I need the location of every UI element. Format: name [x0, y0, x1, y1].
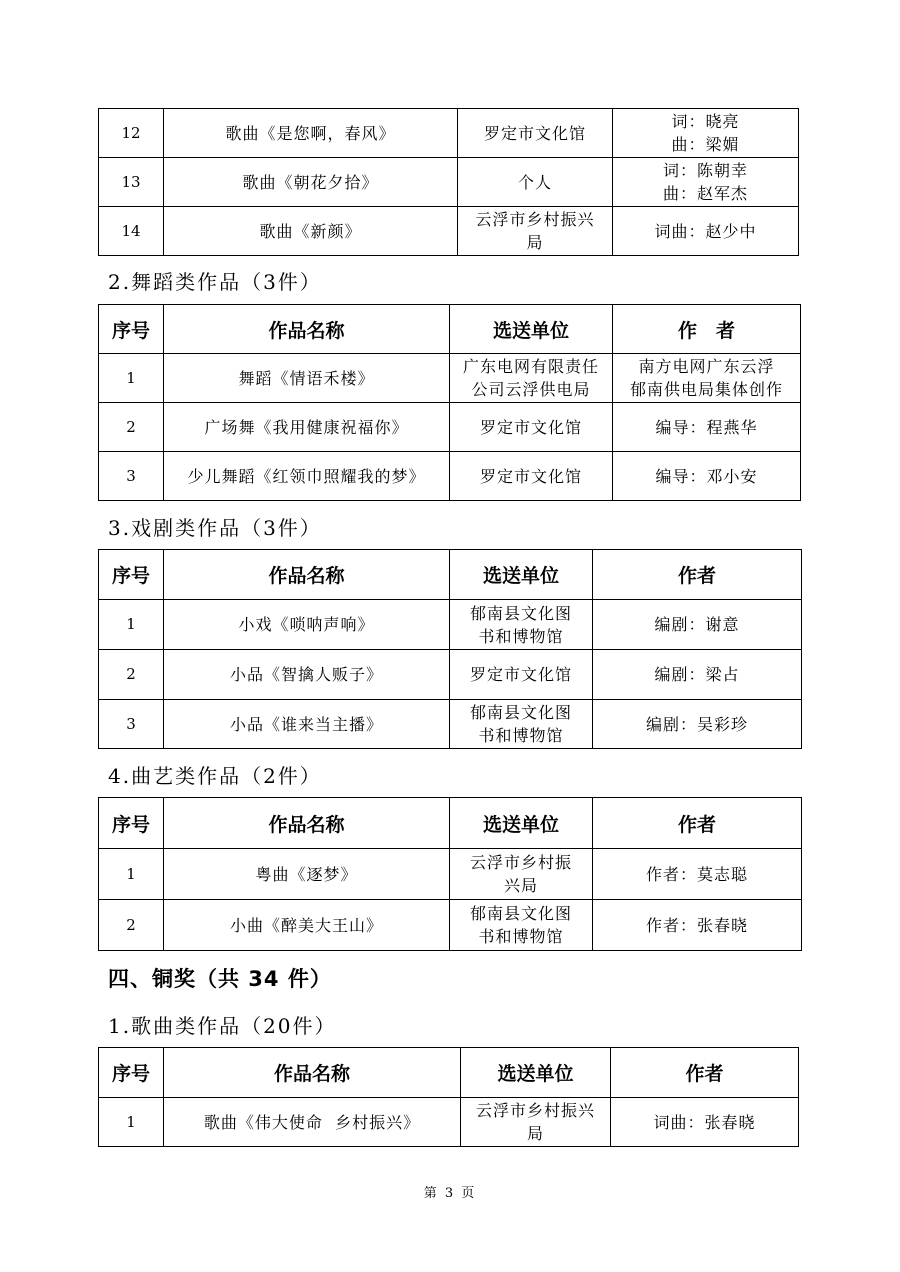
- table-row: [99, 1098, 799, 1147]
- table-row: [99, 109, 799, 158]
- header-seq: 序号: [99, 1048, 164, 1098]
- award-title-bronze: 四、铜奖（共 34 件）: [108, 967, 332, 991]
- author: 词曲：张春晓: [611, 1098, 799, 1147]
- author: 编剧：梁占: [593, 650, 802, 700]
- row-number: 1: [99, 354, 164, 403]
- work-name: 粤曲《逐梦》: [164, 849, 450, 900]
- work-name: 歌曲《朝花夕拾》: [164, 158, 458, 207]
- row-number: 1: [99, 600, 164, 650]
- table-row: [99, 650, 802, 700]
- table-row: [99, 354, 801, 403]
- header-seq: 序号: [99, 798, 164, 849]
- header-author: 作者: [611, 1048, 799, 1098]
- dance-table: [98, 304, 801, 501]
- submitting-unit: 个人: [458, 158, 613, 207]
- table-header-row: [99, 1048, 799, 1098]
- section-heading-drama: 3.戏剧类作品（3件）: [108, 516, 322, 540]
- submitting-unit: 云浮市乡村振兴 局: [461, 1098, 611, 1147]
- author: 作者：张春晓: [593, 900, 802, 951]
- header-author: 作者: [593, 798, 802, 849]
- section-heading-songs: 1.歌曲类作品（20件）: [108, 1014, 337, 1038]
- author: 南方电网广东云浮 郁南供电局集体创作: [613, 354, 801, 403]
- work-name: 歌曲《新颜》: [164, 207, 458, 256]
- work-name: 小曲《醉美大王山》: [164, 900, 450, 951]
- submitting-unit: 郁南县文化图 书和博物馆: [450, 900, 593, 951]
- row-number: 3: [99, 700, 164, 749]
- header-name: 作品名称: [164, 305, 450, 354]
- header-name: 作品名称: [164, 550, 450, 600]
- row-number: 1: [99, 849, 164, 900]
- row-number: 3: [99, 452, 164, 501]
- header-name: 作品名称: [164, 798, 450, 849]
- table-row: [99, 452, 801, 501]
- header-seq: 序号: [99, 550, 164, 600]
- header-unit: 选送单位: [450, 305, 613, 354]
- bronze-songs-table: [98, 1047, 799, 1147]
- submitting-unit: 罗定市文化馆: [450, 403, 613, 452]
- drama-table: [98, 549, 802, 749]
- submitting-unit: 郁南县文化图 书和博物馆: [450, 700, 593, 749]
- quyi-table: [98, 797, 802, 951]
- author: 编剧：吴彩珍: [593, 700, 802, 749]
- table-row: [99, 158, 799, 207]
- work-name: 广场舞《我用健康祝福你》: [164, 403, 450, 452]
- header-author: 作者: [593, 550, 802, 600]
- work-name: 少儿舞蹈《红领巾照耀我的梦》: [164, 452, 450, 501]
- section-heading-quyi: 4.曲艺类作品（2件）: [108, 764, 322, 788]
- header-unit: 选送单位: [450, 550, 593, 600]
- section-heading-dance: 2.舞蹈类作品（3件）: [108, 270, 322, 294]
- table-header-row: [99, 305, 801, 354]
- author: 词：晓亮 曲：梁媚: [613, 109, 799, 158]
- table-header-row: [99, 550, 802, 600]
- submitting-unit: 罗定市文化馆: [450, 452, 613, 501]
- author: 词：陈朝幸 曲：赵军杰: [613, 158, 799, 207]
- songs-table-continued: [98, 108, 799, 256]
- header-seq: 序号: [99, 305, 164, 354]
- work-name: 小戏《唢呐声响》: [164, 600, 450, 650]
- row-number: 1: [99, 1098, 164, 1147]
- table-row: [99, 403, 801, 452]
- author: 编导：邓小安: [613, 452, 801, 501]
- header-unit: 选送单位: [461, 1048, 611, 1098]
- submitting-unit: 云浮市乡村振兴 局: [458, 207, 613, 256]
- work-name: 舞蹈《情语禾楼》: [164, 354, 450, 403]
- work-name: 小品《智擒人贩子》: [164, 650, 450, 700]
- header-unit: 选送单位: [450, 798, 593, 849]
- work-name: 歌曲《伟大使命 乡村振兴》: [164, 1098, 461, 1147]
- header-name: 作品名称: [164, 1048, 461, 1098]
- table-row: [99, 849, 802, 900]
- author: 词曲：赵少中: [613, 207, 799, 256]
- submitting-unit: 云浮市乡村振 兴局: [450, 849, 593, 900]
- author: 编剧：谢意: [593, 600, 802, 650]
- row-number: 2: [99, 900, 164, 951]
- submitting-unit: 罗定市文化馆: [450, 650, 593, 700]
- table-row: [99, 600, 802, 650]
- work-name: 歌曲《是您啊，春风》: [164, 109, 458, 158]
- submitting-unit: 广东电网有限责任 公司云浮供电局: [450, 354, 613, 403]
- submitting-unit: 郁南县文化图 书和博物馆: [450, 600, 593, 650]
- table-header-row: [99, 798, 802, 849]
- table-row: [99, 207, 799, 256]
- submitting-unit: 罗定市文化馆: [458, 109, 613, 158]
- author: 编导：程燕华: [613, 403, 801, 452]
- work-name: 小品《谁来当主播》: [164, 700, 450, 749]
- header-author: 作 者: [613, 305, 801, 354]
- author: 作者：莫志聪: [593, 849, 802, 900]
- row-number: 2: [99, 650, 164, 700]
- row-number: 12: [99, 109, 164, 158]
- table-row: [99, 900, 802, 951]
- row-number: 14: [99, 207, 164, 256]
- row-number: 13: [99, 158, 164, 207]
- table-row: [99, 700, 802, 749]
- page-number: 第 3 页: [423, 1186, 477, 1201]
- row-number: 2: [99, 403, 164, 452]
